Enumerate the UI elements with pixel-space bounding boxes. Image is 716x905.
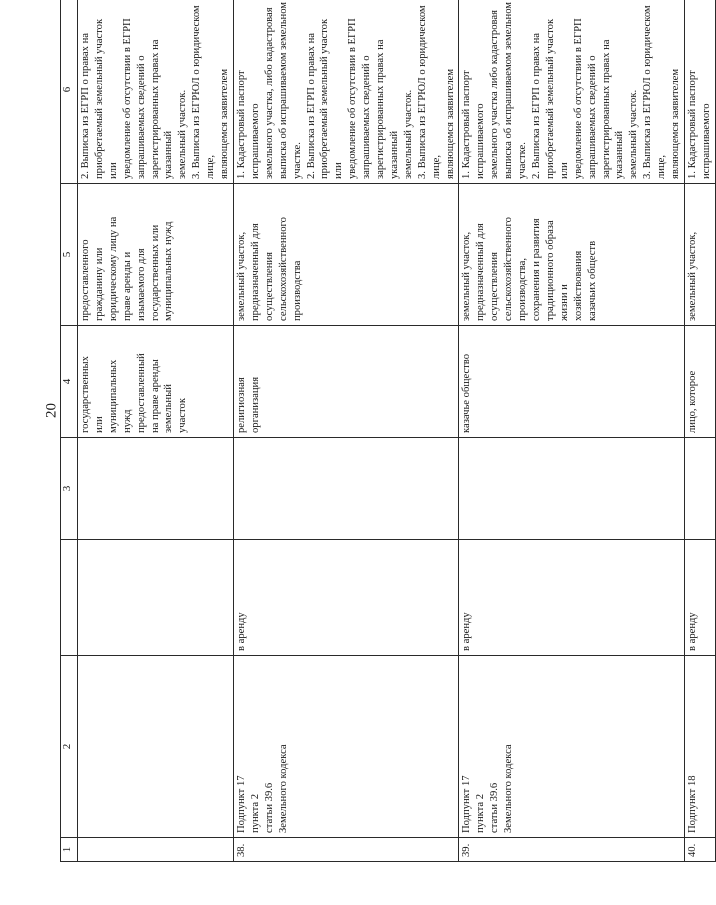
row-plot: предоставленного гражданину или юридическому лицу на праве аренды и изымаемого для государственных или муниципальных нужд — [78, 184, 234, 326]
row-number — [78, 838, 234, 862]
row-basis — [78, 656, 234, 838]
document-table-rotated — [60, 0, 712, 862]
row-type: в аренду — [233, 540, 459, 656]
row-number: 38. — [233, 838, 459, 862]
row-applicant: государственных или муниципальных нужд предоставленный на праве аренды земельный участок — [78, 326, 234, 438]
row-number: 39. — [459, 838, 685, 862]
row-applicant: лицо, которое — [684, 326, 715, 438]
table-row-40 — [684, 0, 715, 862]
row-docs: 1. Кадастровый паспорт испрашиваемого земельного участка либо кадастровая выписка об испрашиваемом земельном участке. 2. Выписка из ЕГРП о правах на приобретаемый земельный участок или уведомление об отсутствии в ЕГРП запрашиваемых сведений о зарегистрированных правах на указанный земельный участок. 3. Выписка из ЕГРЮЛ о юридическом лице, являющемся заявителем — [459, 0, 685, 184]
header-col-3: 3 — [61, 438, 78, 540]
row-plot: земельный участок, предназначенный для осуществления сельскохозяйственного производства — [233, 184, 459, 326]
land-plot-documents-table — [60, 0, 716, 862]
row-type: в аренду — [684, 540, 715, 656]
header-col-1: 1 — [61, 838, 78, 862]
row-applicant: религиозная организация — [233, 326, 459, 438]
row-plot: земельный участок, предназначенный для осуществления сельскохозяйственного производства, сохранения и развития традиционного образа жизни и хозяйствования казачьих обществ — [459, 184, 685, 326]
row-basis: Подпункт 18 — [684, 656, 715, 838]
row-col3 — [78, 438, 234, 540]
row-type — [78, 540, 234, 656]
row-applicant: казачье общество — [459, 326, 685, 438]
table-row-38 — [233, 0, 459, 862]
table-row-39 — [459, 0, 685, 862]
header-row — [61, 0, 78, 862]
page-number: 20 — [43, 403, 60, 418]
row-number: 40. — [684, 838, 715, 862]
row-docs: 1. Кадастровый паспорт испрашиваемого — [684, 0, 715, 184]
row-col3 — [459, 438, 685, 540]
table-row-continuation — [78, 0, 234, 862]
header-col-2: 2 — [61, 656, 78, 838]
header-col-6: 6 — [61, 0, 78, 184]
row-basis: Подпункт 17 пункта 2 статьи 39.6 Земельного кодекса — [459, 656, 685, 838]
row-col3 — [233, 438, 459, 540]
row-docs: 2. Выписка из ЕГРП о правах на приобретаемый земельный участок или уведомление об отсутствии в ЕГРП запрашиваемых сведений о зарегистрированных правах на указанный земельный участок. 3. Выписка из ЕГРЮЛ о юридическом лице, являющемся заявителем — [78, 0, 234, 184]
row-type: в аренду — [459, 540, 685, 656]
row-col3 — [684, 438, 715, 540]
header-col-4: 4 — [61, 326, 78, 438]
row-docs: 1. Кадастровый паспорт испрашиваемого земельного участка, либо кадастровая выписка об испрашиваемом земельном участке. 2. Выписка из ЕГРП о правах на приобретаемый земельный участок или уведомление об отсутствии в ЕГРП запрашиваемых сведений о зарегистрированных правах на указанный земельный участок. 3. Выписка из ЕГРЮЛ о юридическом лице, являющемся заявителем — [233, 0, 459, 184]
header-col-5: 5 — [61, 184, 78, 326]
header-col-2b — [61, 540, 78, 656]
row-plot: земельный участок, — [684, 184, 715, 326]
row-basis: Подпункт 17 пункта 2 статьи 39.6 Земельного кодекса — [233, 656, 459, 838]
